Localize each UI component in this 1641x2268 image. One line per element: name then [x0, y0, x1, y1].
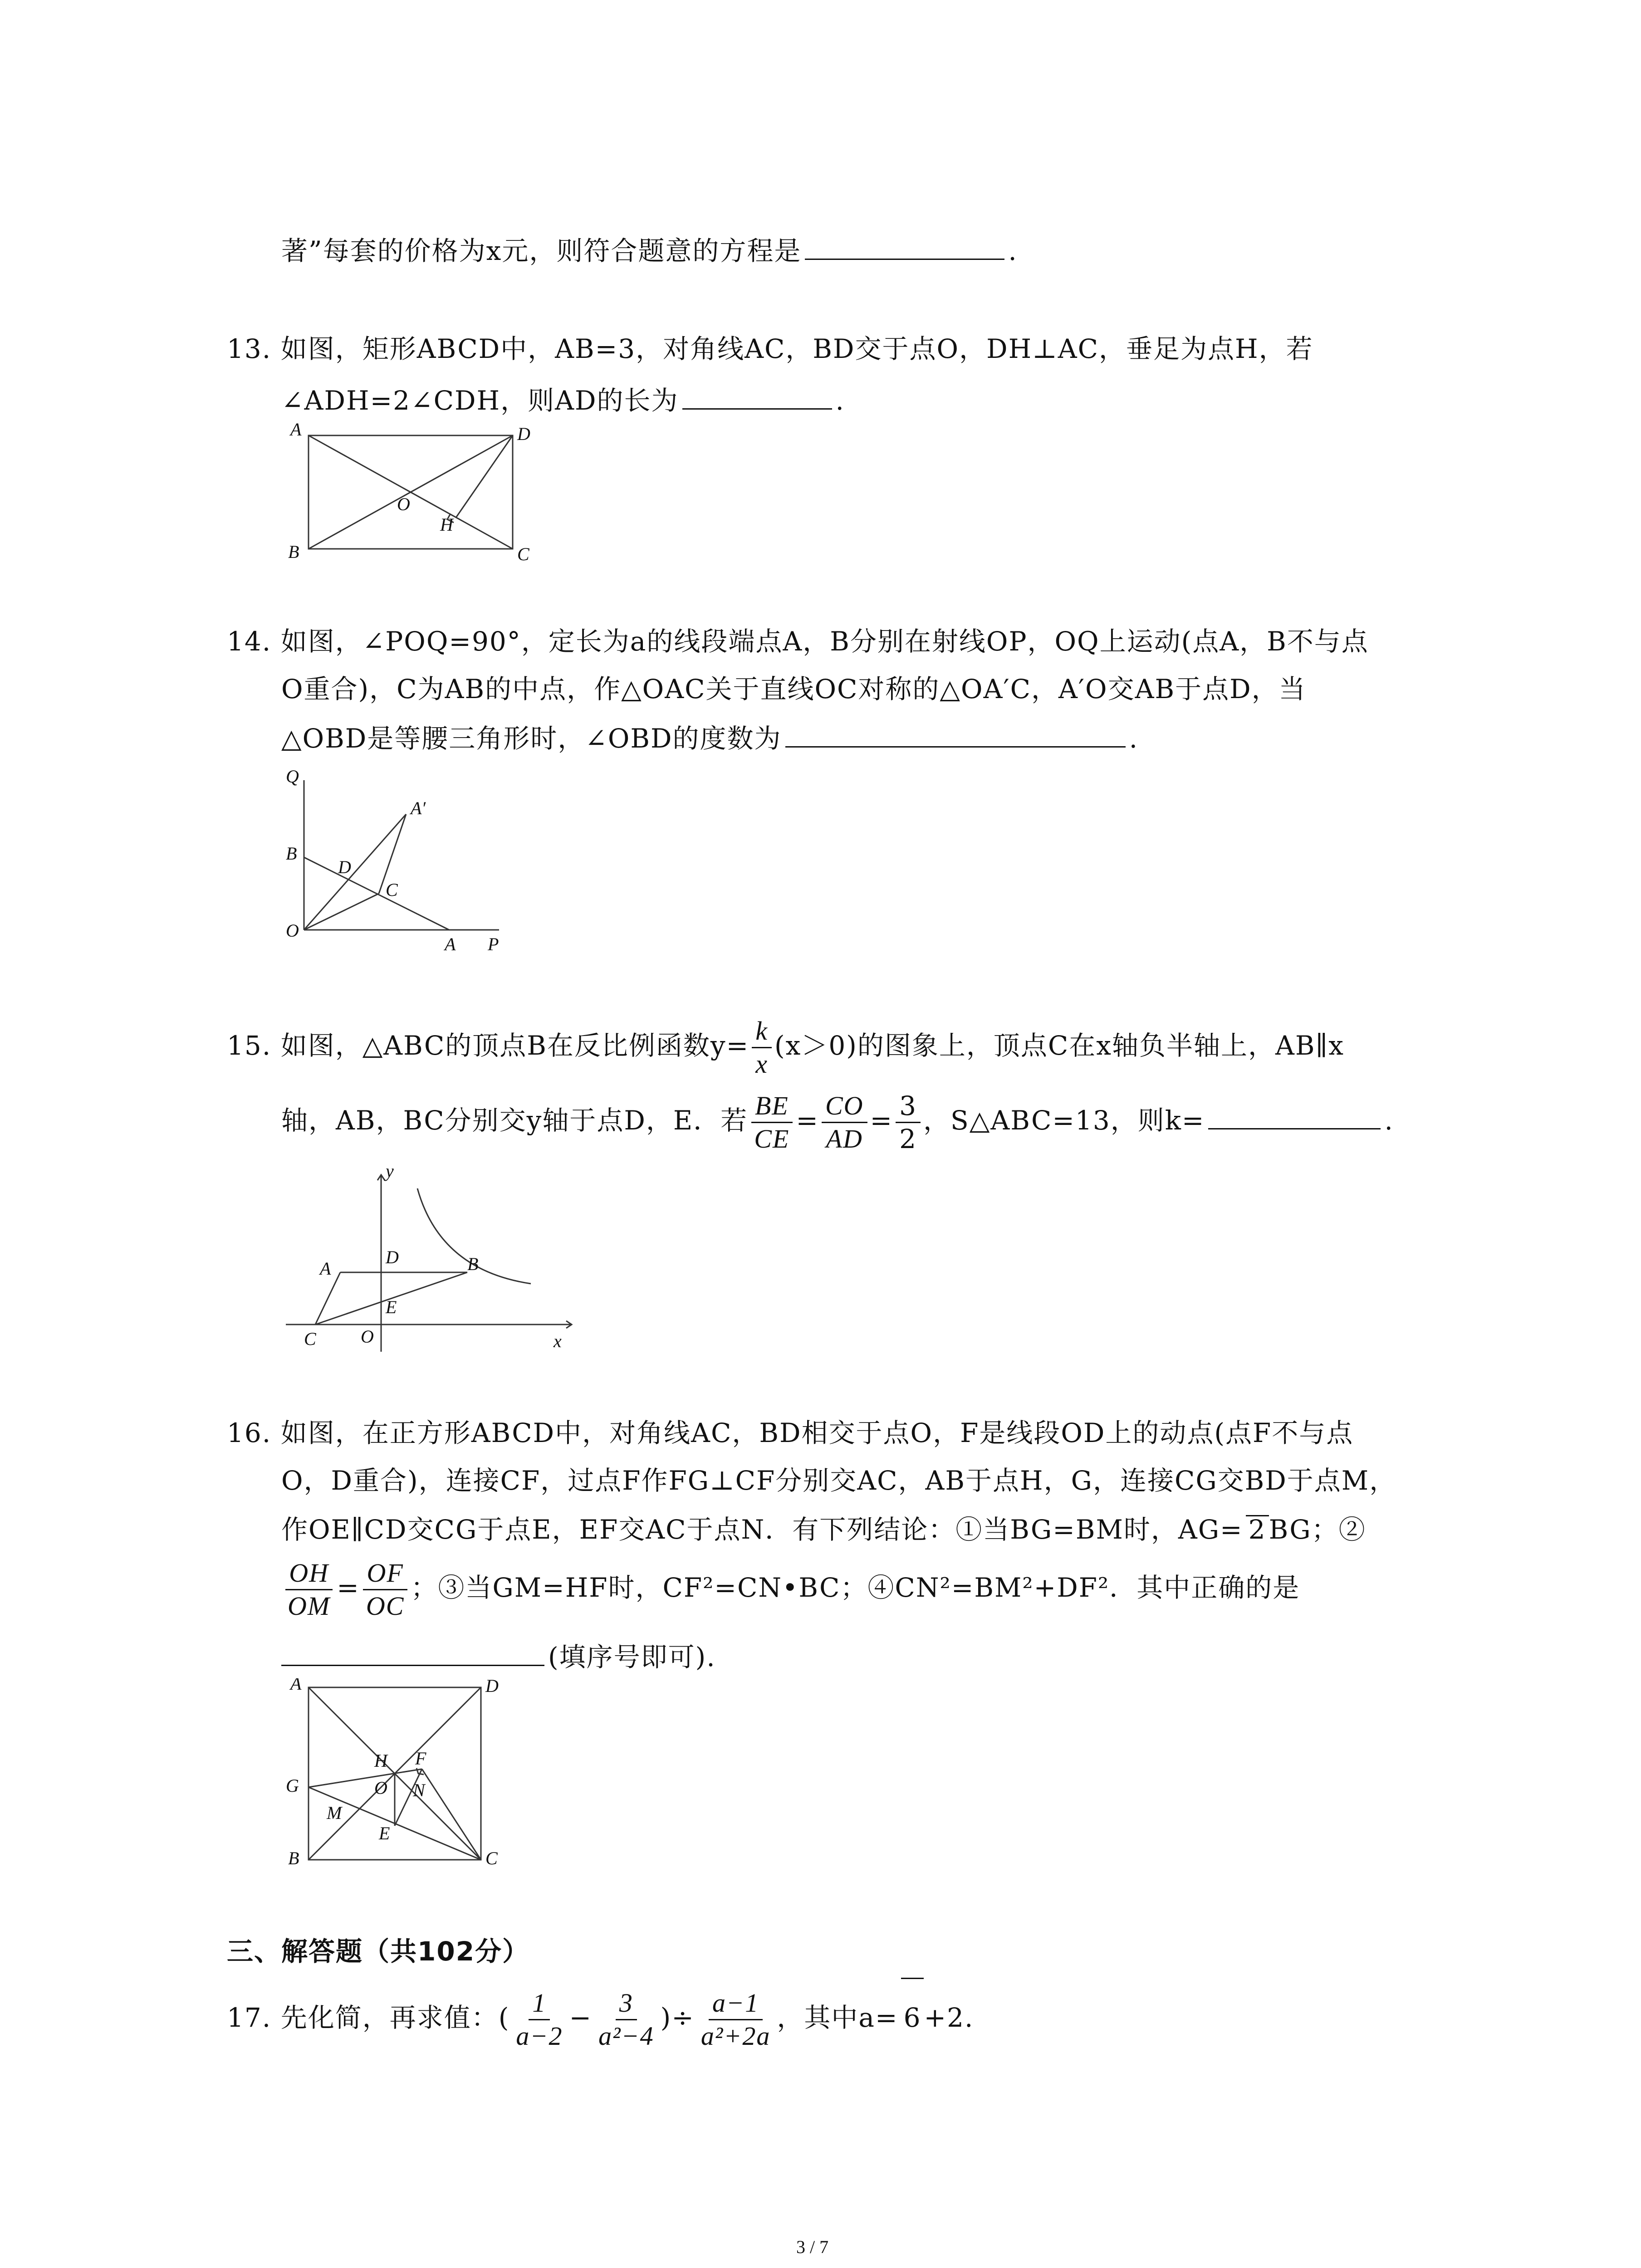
q15-text-2b: ，S△ABC=13，则k= [923, 1105, 1205, 1136]
q16-number: 16. [227, 1418, 272, 1448]
frac-den: OM [288, 1591, 331, 1621]
label-A: A [445, 934, 456, 954]
label-H: H [374, 1750, 387, 1771]
fraction-3-over-a2-4 [595, 1990, 658, 2049]
q13-line2 [281, 386, 845, 414]
label-B: B [286, 843, 297, 864]
label-C: C [386, 880, 398, 900]
label-D: D [517, 424, 530, 444]
frac-den: CE [754, 1124, 790, 1154]
q15-period: . [1384, 1105, 1394, 1136]
fraction-1-over-a-2 [512, 1990, 566, 2049]
label-x: x [554, 1331, 562, 1351]
q16-text-4: ；③当GM=HF时，CF²=CN•BC；④CN²=BM²+DF²．其中正确的是 [411, 1572, 1300, 1603]
divide: )÷ [660, 2002, 695, 2033]
q16-text-5: (填序号即可). [548, 1642, 716, 1672]
q13-line1 [227, 333, 1313, 364]
frac-den: a−2 [516, 2021, 563, 2051]
label-D: D [338, 857, 351, 877]
q14-text-3: △OBD是等腰三角形时，∠OBD的度数为 [281, 723, 782, 754]
q15-text-1a: 如图，△ABC的顶点B在反比例函数y= [280, 1030, 749, 1061]
q15-answer-blank[interactable] [1208, 1105, 1381, 1129]
q16-line3 [281, 1515, 1366, 1543]
q15-figure [272, 1161, 599, 1361]
q17-line [227, 1978, 974, 2055]
q17-number: 17. [227, 2002, 272, 2033]
segment-fc [422, 1769, 481, 1860]
fraction-co-ad [822, 1093, 867, 1152]
label-B: B [288, 1848, 299, 1868]
page-number: 3 / 7 [796, 2237, 829, 2257]
equals: = [337, 1572, 360, 1603]
q14-period: . [1129, 723, 1138, 754]
q16-figure [277, 1678, 513, 1878]
label-M: M [327, 1803, 342, 1823]
label-E: E [379, 1823, 390, 1843]
q16-answer-blank[interactable] [281, 1642, 544, 1666]
sqrt-2: 2 [1246, 1515, 1269, 1543]
q16-text-3a: 作OE∥CD交CG于点E，EF交AC于点N．有下列结论：①当BG=BM时，AG= [281, 1514, 1243, 1545]
frac-den: OC [366, 1591, 405, 1621]
q12-answer-blank[interactable] [805, 236, 1004, 260]
label-N: N [413, 1780, 425, 1800]
q15-text-1b: (x＞0)的图象上，顶点C在x轴负半轴上，AB∥x [774, 1030, 1344, 1061]
q16-line5 [281, 1642, 716, 1670]
label-A-prime: A′ [411, 798, 426, 818]
frac-den: x [755, 1049, 768, 1079]
label-C: C [485, 1848, 498, 1868]
q13-text-2: ∠ADH=2∠CDH，则AD的长为 [281, 385, 679, 416]
q16-line2 [281, 1467, 1396, 1494]
frac-num: BE [751, 1093, 793, 1123]
fraction-be-ce [750, 1093, 793, 1152]
label-F: F [415, 1748, 426, 1769]
q12-tail-text: 著”每套的价格为x元，则符合题意的方程是 [281, 235, 802, 266]
q14-text-2: O重合)，C为AB的中点，作△OAC关于直线OC对称的△OA′C，A′O交AB于点D，当 [281, 674, 1306, 704]
label-H: H [440, 514, 453, 535]
q16-line4 [281, 1551, 1300, 1624]
label-E: E [386, 1297, 397, 1317]
label-B: B [288, 542, 299, 562]
fraction-oh-om [284, 1560, 334, 1619]
q16-text-2: O，D重合)，连接CF，过点F作FG⊥CF分别交AC，AB于点H，G，连接CG交BD于点M， [281, 1465, 1397, 1496]
frac-num: OH [285, 1560, 333, 1590]
frac-num: OF [363, 1560, 407, 1590]
label-C: C [517, 544, 529, 564]
frac-num: 3 [896, 1093, 921, 1123]
q14-text-1: 如图，∠POQ=90°，定长为a的线段端点A，B分别在射线OP，OQ上运动(点A，B不与点 [280, 626, 1369, 657]
q14-line2 [281, 676, 1306, 702]
fraction-k-over-x [752, 1018, 772, 1077]
label-O: O [286, 920, 299, 941]
fraction-of-oc [362, 1560, 408, 1619]
q13-number: 13. [227, 333, 272, 364]
fraction-a-1-over-a2-2a [697, 1990, 774, 2049]
frac-num: 1 [529, 1990, 550, 2020]
frac-num: 3 [616, 1990, 637, 2020]
q17-text-b: ，其中a= [777, 2002, 898, 2033]
label-O: O [397, 494, 410, 514]
label-C: C [304, 1329, 316, 1349]
segment-dh [456, 435, 513, 518]
segment-oa-prime [304, 814, 406, 930]
q15-number: 15. [227, 1030, 272, 1061]
label-Q: Q [286, 766, 299, 787]
q13-period: . [835, 385, 845, 416]
equals: = [870, 1105, 893, 1136]
q14-line1 [227, 628, 1369, 655]
q16-line1 [227, 1420, 1353, 1446]
frac-num: CO [822, 1093, 867, 1123]
frac-num: a−1 [709, 1990, 763, 2020]
label-G: G [286, 1775, 299, 1796]
label-A: A [320, 1258, 331, 1279]
label-D: D [386, 1247, 399, 1267]
label-B: B [467, 1254, 479, 1274]
q14-figure [272, 762, 554, 957]
label-O: O [361, 1326, 374, 1347]
q17-text-a: 先化简，再求值：( [280, 2002, 510, 2033]
frac-den: a²+2a [700, 2021, 771, 2051]
label-P: P [488, 934, 499, 954]
label-A: A [290, 1678, 302, 1694]
minus: − [569, 2002, 593, 2033]
frac-den: AD [826, 1124, 863, 1154]
q15-text-2a: 轴，AB，BC分别交y轴于点D，E．若 [281, 1105, 748, 1136]
label-A: A [290, 422, 302, 440]
label-y: y [386, 1161, 394, 1181]
q13-figure [281, 422, 554, 567]
q14-line3 [281, 723, 1138, 752]
q12-tail [281, 236, 1018, 264]
equals: = [796, 1105, 819, 1136]
q14-number: 14. [227, 626, 272, 657]
q14-answer-blank[interactable] [785, 723, 1126, 748]
q15-line1 [227, 1014, 1344, 1077]
q16-text-3b: BG；② [1269, 1514, 1366, 1545]
section-heading: 三、解答题（共102分） [227, 1936, 530, 1967]
fraction-3-2 [896, 1090, 921, 1155]
q17-text-c: +2. [924, 2002, 974, 2033]
q13-text-1: 如图，矩形ABCD中，AB=3，对角线AC，BD交于点O，DH⊥AC，垂足为点H，若 [280, 333, 1313, 364]
label-O: O [374, 1778, 387, 1798]
frac-den: a²−4 [598, 2021, 654, 2051]
q13-answer-blank[interactable] [682, 386, 832, 410]
segment-oc [304, 894, 379, 930]
q16-text-1: 如图，在正方形ABCD中，对角线AC，BD相交于点O，F是线段OD上的动点(点F不与点 [280, 1418, 1354, 1448]
q12-period: . [1008, 235, 1018, 266]
frac-num: k [752, 1018, 772, 1048]
label-D: D [485, 1678, 499, 1696]
q15-line2 [281, 1084, 1394, 1157]
frac-den: 2 [899, 1124, 917, 1155]
sqrt-6: 6 [901, 1978, 924, 2056]
